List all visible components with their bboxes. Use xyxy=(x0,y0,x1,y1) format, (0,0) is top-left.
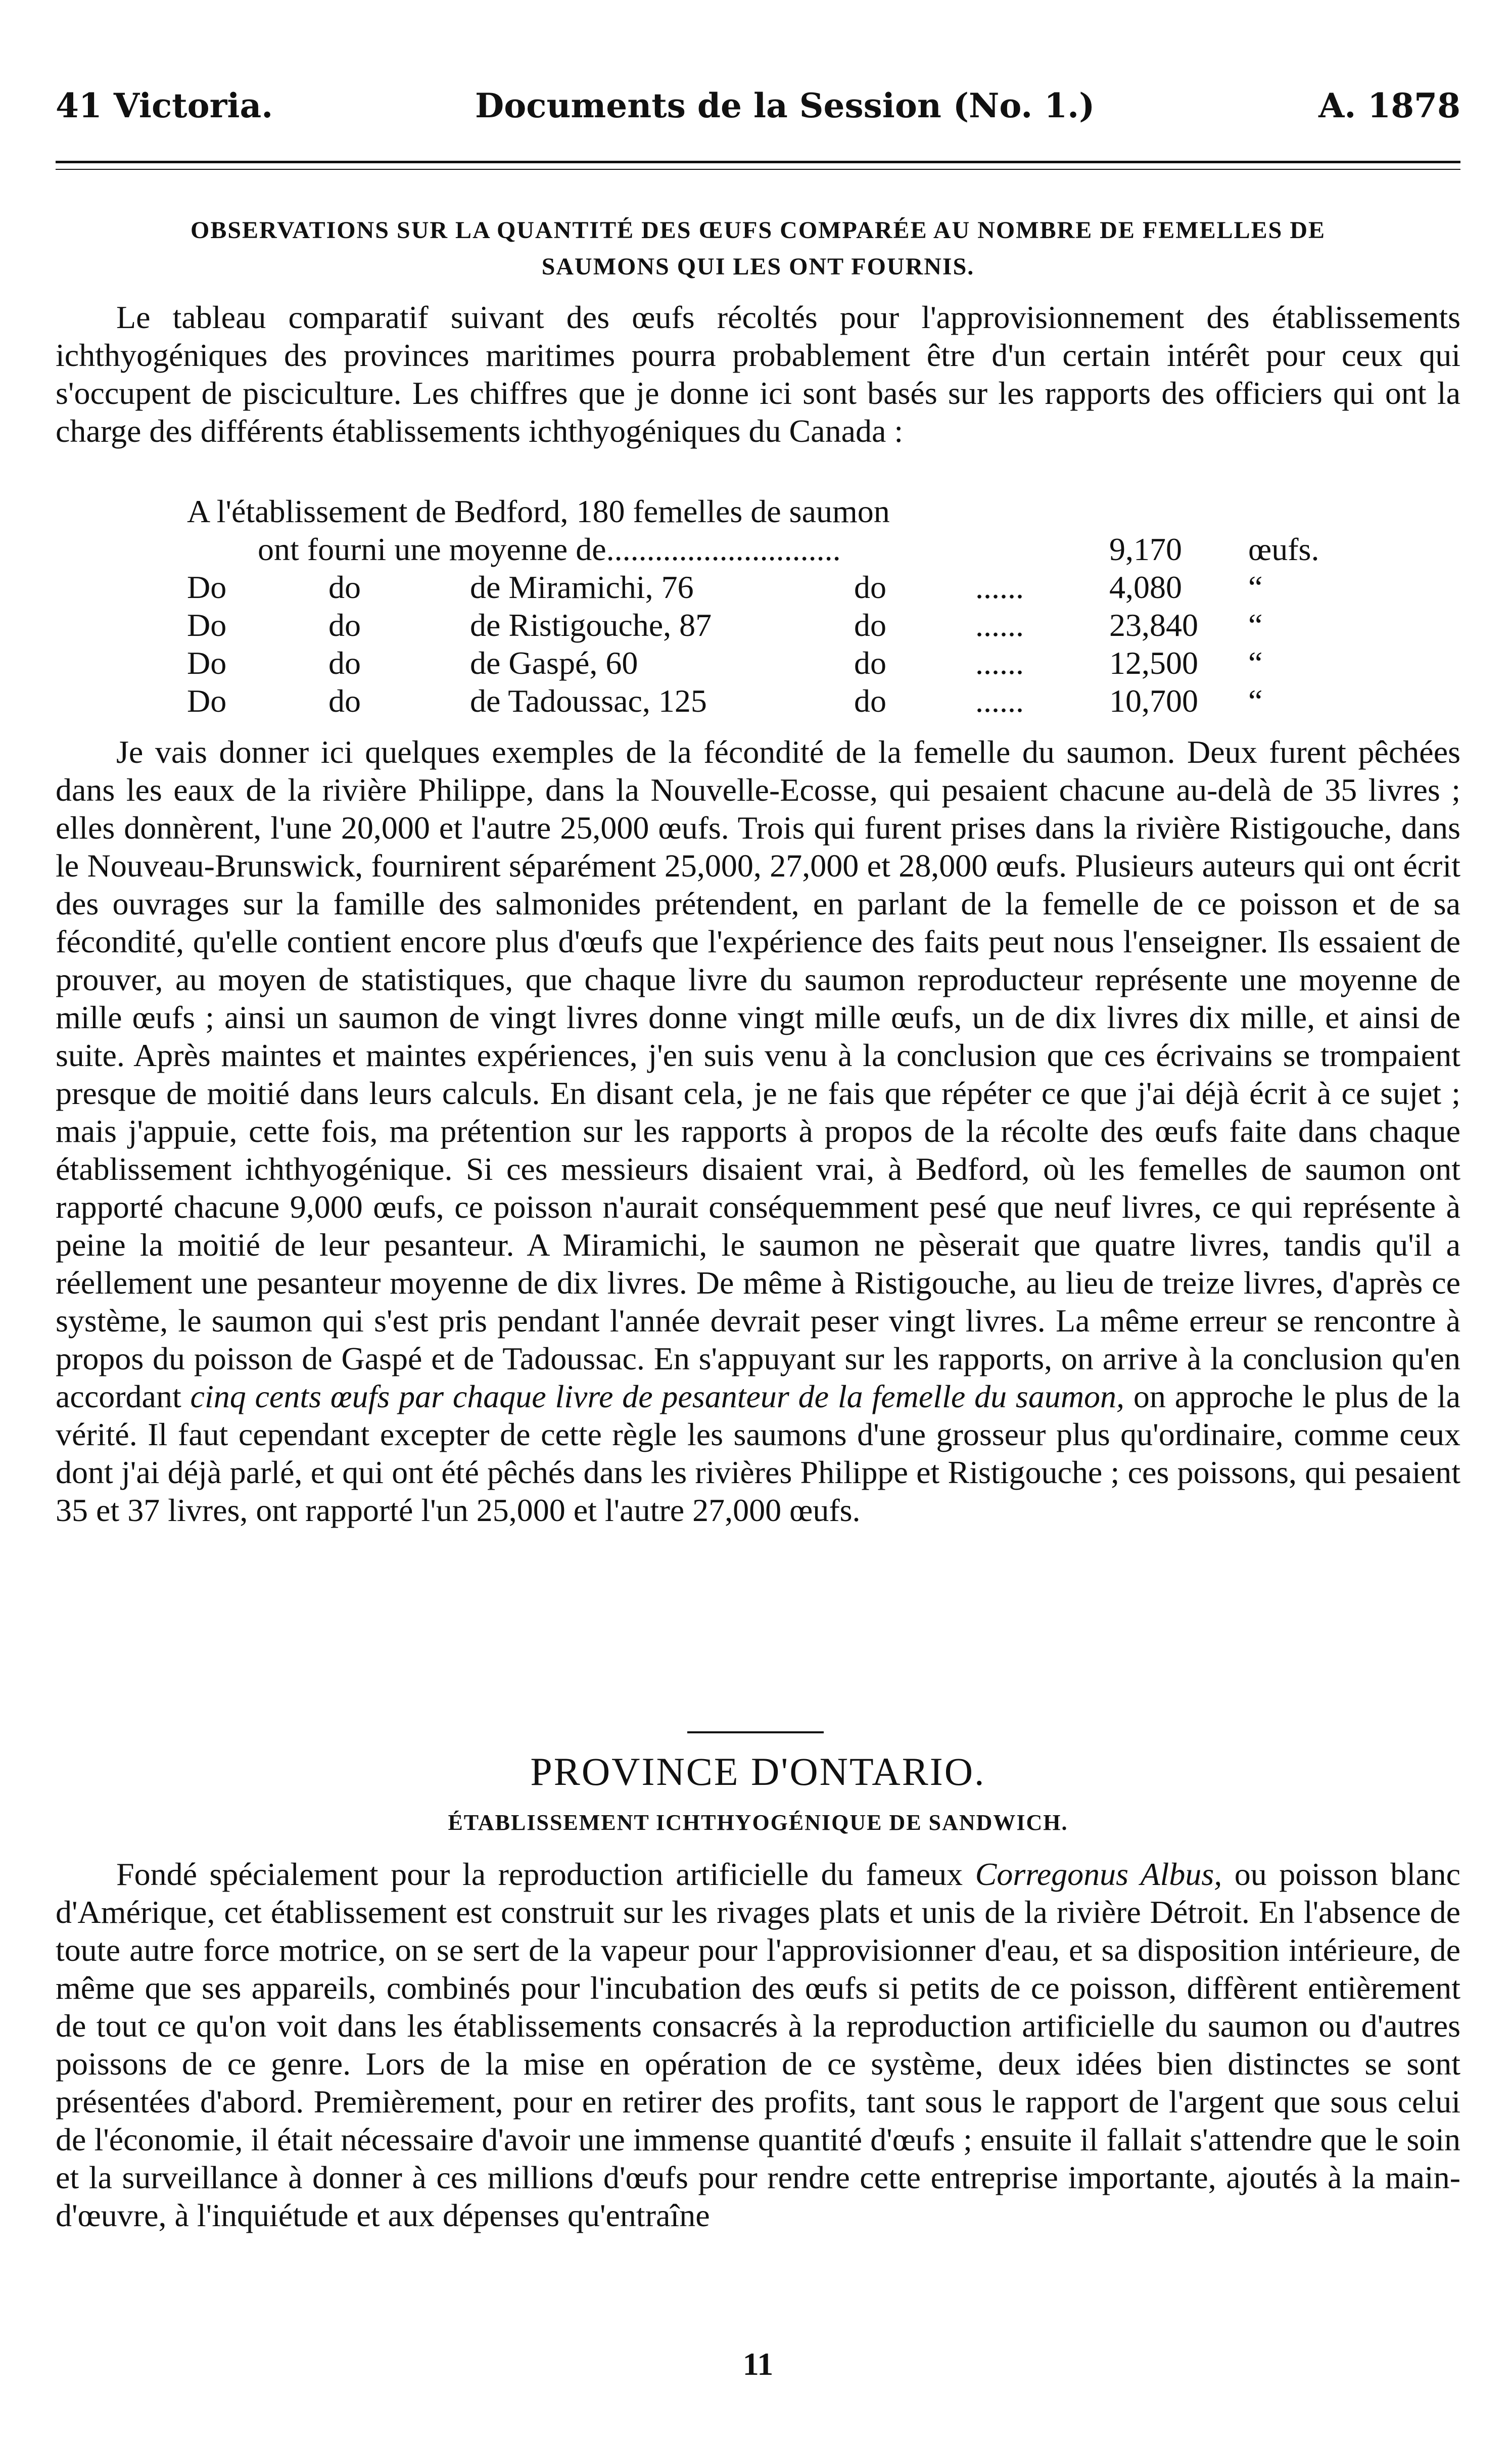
table-row xyxy=(56,645,1460,682)
sandwich-paragraph xyxy=(56,1855,1460,2234)
section-title-observations xyxy=(56,212,1460,285)
table-row xyxy=(56,607,1460,645)
row-leader-dots: ...... xyxy=(975,607,1024,643)
bedford-value: 9,170 xyxy=(1109,531,1182,567)
sandwich-species-italic: Corregonus Albus, xyxy=(975,1856,1222,1892)
row-ditto: do xyxy=(328,683,361,719)
fecundity-text-2: on approche le plus de la vérité. Il faut cependant excepter de cette règle les saumons d'une grosseur plus qu'ordinaire, comme ceux dont j'ai déjà parlé, et qui ont été pêchés dans les rivières Philippe et Ristigouche ; ces poissons, qui pesaient 35 et 37 livres, ont rapporté l'un 25,000 et l'autre 27,000 œufs. xyxy=(56,1378,1461,1528)
header-volume: 41 Victoria. xyxy=(56,86,273,125)
row-ditto: do xyxy=(854,683,886,719)
fecundity-italic: cinq cents œufs par chaque livre de pesanteur de la femelle du saumon, xyxy=(190,1378,1125,1414)
page-number: 11 xyxy=(742,2346,774,2382)
table-row xyxy=(56,682,1460,720)
province-title: PROVINCE D'ONTARIO. xyxy=(530,1750,986,1793)
row-value: 12,500 xyxy=(1109,645,1198,681)
row-ditto: do xyxy=(854,569,886,605)
fecundity-paragraph xyxy=(56,733,1460,1529)
table-row xyxy=(56,493,1460,531)
row-ditto: do xyxy=(328,645,361,681)
table-row xyxy=(56,569,1460,607)
row-leader-dots: ...... xyxy=(975,645,1024,681)
row-label: Do xyxy=(187,645,227,681)
row-value: 4,080 xyxy=(1109,569,1182,605)
row-place: de Gaspé, 60 xyxy=(470,645,638,681)
table-row xyxy=(56,531,1460,569)
row-label: Do xyxy=(187,607,227,643)
observations-table xyxy=(56,493,1460,720)
row-ditto: do xyxy=(854,607,886,643)
fecundity-text-1: Je vais donner ici quelques exemples de la fécondité de la femelle du saumon. Deux furent pêchées dans les eaux de la rivière Philippe, dans la Nouvelle-Ecosse, qui pesaient chacune au-delà de 35 livres ; elles donnèrent, l'une 20,000 et l'autre 25,000 œufs. Trois qui furent prises dans la rivière Ristigouche, dans le Nouveau-Brunswick, fournirent séparément 25,000, 27,000 et 28,000 œufs. Plusieurs auteurs qui ont écrit des ouvrages sur la famille des salmonides prétendent, en parlant de la femelle de ce poisson et de sa fécondité, qu'elle contient encore plus d'œufs que l'expérience des faits peut nous l'enseigner. Ils essaient de prouver, au moyen de statistiques, que chaque livre du saumon reproducteur représente une moyenne de mille œufs ; ainsi un saumon de vingt livres donne vingt mille œufs, un de dix livres dix mille, et ainsi de suite. Après maintes et maintes expériences, j'en suis venu à la conclusion que ces écrivains se trompaient presque de moitié dans leurs calculs. En disant cela, je ne fais que répéter ce que j'ai déjà écrit à ce sujet ; mais j'appuie, cette fois, ma prétention sur les rapports à propos de la récolte des œufs faite dans chaque établissement ichthyogénique. Si ces messieurs disaient vrai, à Bedford, où les femelles de saumon ont rapporté chacune 9,000 œufs, ce poisson n'aurait conséquemment pesé que neuf livres, ce qui représente à peine la moitié de leur pesanteur. A Miramichi, le saumon ne pèserait que quatre livres, tandis qu'il a réellement une pesanteur moyenne de dix livres. De même à Ristigouche, au lieu de treize livres, d'après ce système, le saumon qui s'est pris pendant l'année devrait peser vingt livres. La même erreur se rencontre à propos du poisson de Gaspé et de Tadoussac. En s'appuyant sur les rapports, on arrive à la conclusion qu'en accordant xyxy=(56,734,1460,1414)
header-year: A. 1878 xyxy=(1318,86,1460,125)
section-title-line1: OBSERVATIONS SUR LA QUANTITÉ DES ŒUFS COMPARÉE AU NOMBRE DE FEMELLES DE xyxy=(190,217,1326,244)
section-divider xyxy=(687,1731,824,1733)
row-label: Do xyxy=(187,683,227,719)
header-rule-thick xyxy=(56,161,1460,163)
row-unit: “ xyxy=(1248,569,1263,605)
row-ditto: do xyxy=(328,607,361,643)
row-place: de Tadoussac, 125 xyxy=(470,683,707,719)
row-leader-dots: ...... xyxy=(975,569,1024,605)
row-unit: “ xyxy=(1248,683,1263,719)
sandwich-text-2: ou poisson blanc d'Amérique, cet établissement est construit sur les rivages plats et unis de la rivière Détroit. En l'absence de toute autre force motrice, on se sert de la vapeur pour l'approvisionner d'eau, et sa disposition intérieure, de même que ses appareils, combinés pour l'incubation des œufs si petits de ce poisson, diffèrent entièrement de tout ce qu'on voit dans les établissements consacrés à la reproduction artificielle du saumon ou d'autres poissons de ce genre. Lors de la mise en opération de ce système, deux idées bien distinctes se sont présentées d'abord. Premièrement, pour en retirer des profits, tant sous le rapport de l'argent que sous celui de l'économie, il était nécessaire d'avoir une immense quantité d'œufs ; ensuite il fallait s'attendre que le soin et la surveillance à donner à ces millions d'œufs pour rendre cette entreprise importante, ajoutés à la main-d'œuvre, à l'inquiétude et aux dépenses qu'entraîne xyxy=(56,1856,1461,2233)
row-ditto: do xyxy=(328,569,361,605)
row-value: 23,840 xyxy=(1109,607,1198,643)
row-unit: “ xyxy=(1248,645,1263,681)
section-title-line2: SAUMONS QUI LES ONT FOURNIS. xyxy=(541,253,975,280)
header-rule-thin xyxy=(56,169,1460,170)
bedford-line: A l'établissement de Bedford, 180 femelles de saumon xyxy=(187,493,890,529)
row-label: Do xyxy=(187,569,227,605)
header-title: Documents de la Session (No. 1.) xyxy=(475,86,1095,125)
sandwich-text-1: Fondé spécialement pour la reproduction artificielle du fameux xyxy=(116,1856,963,1892)
row-place: de Miramichi, 76 xyxy=(470,569,694,605)
row-value: 10,700 xyxy=(1109,683,1198,719)
establishment-subtitle: ÉTABLISSEMENT ICHTHYOGÉNIQUE DE SANDWICH. xyxy=(448,1810,1068,1835)
row-leader-dots: ...... xyxy=(975,683,1024,719)
row-place: de Ristigouche, 87 xyxy=(470,607,712,643)
bedford-average: ont fourni une moyenne de............................. xyxy=(258,531,841,567)
running-header xyxy=(56,81,1460,136)
row-unit: “ xyxy=(1248,607,1263,643)
bedford-unit: œufs. xyxy=(1248,531,1319,567)
row-ditto: do xyxy=(854,645,886,681)
intro-paragraph: Le tableau comparatif suivant des œufs récoltés pour l'approvisionnement des établissements ichthyogéniques des provinces maritimes pourra probablement être d'un certain intérêt pour ceux qui s'occupent de pisciculture. Les chiffres que je donne ici sont basés sur les rapports des officiers qui ont la charge des différents établissements ichthyogéniques du Canada : xyxy=(56,299,1460,449)
